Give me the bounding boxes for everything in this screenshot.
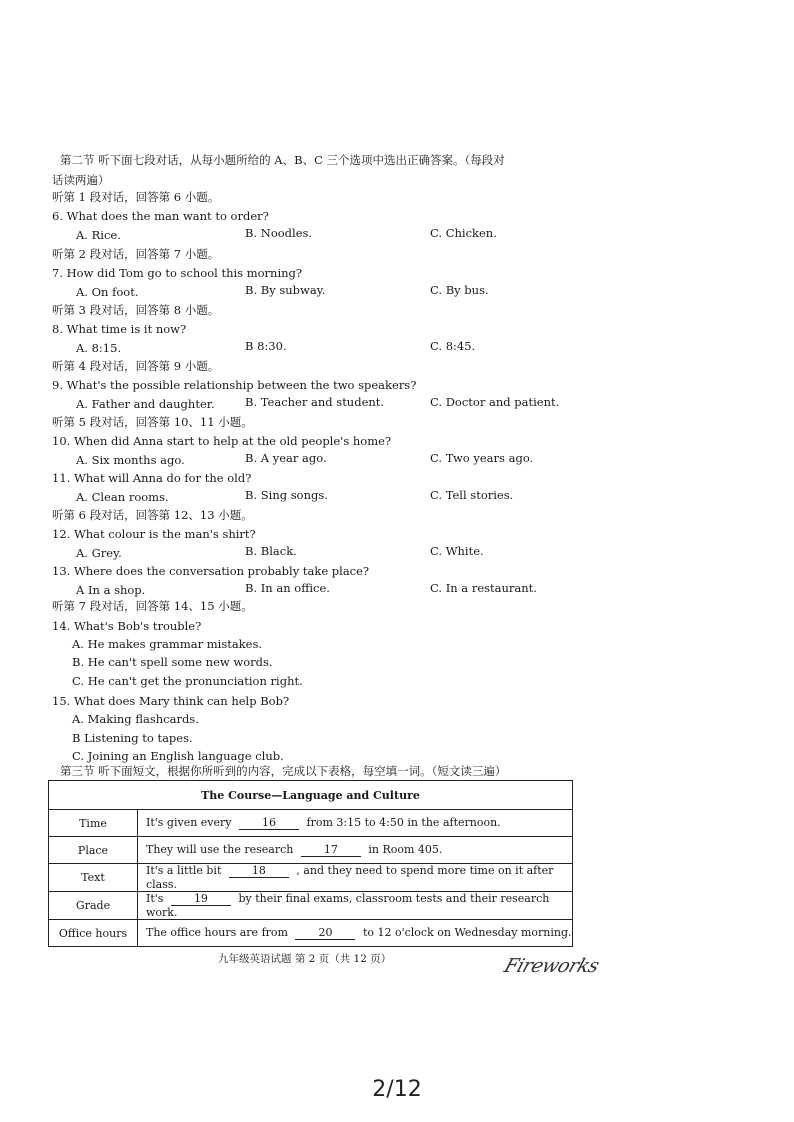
section3-instruction: 第三节 听下面短文，根据你所听到的内容，完成以下表格，每空填一词。（短文读三遍） (60, 764, 507, 778)
option-b: B. By subway. (245, 283, 326, 297)
dialogue-intro: 听第 2 段对话，回答第 7 小题。 (52, 247, 220, 261)
option-c: C. Chicken. (430, 226, 497, 240)
option-c: C. White. (430, 544, 484, 558)
row-text-post: by their final exams, classroom tests and their research work. (146, 892, 550, 919)
question-12: 12. What colour is the man's shirt? (52, 527, 256, 541)
table-row (49, 810, 573, 837)
signature-watermark: Fireworks (501, 955, 602, 977)
dialogue-intro: 听第 5 段对话，回答第 10、11 小题。 (52, 415, 253, 429)
row-text-post: from 3:15 to 4:50 in the afternoon. (306, 816, 501, 829)
option-c: C. By bus. (430, 283, 489, 297)
option-b: B 8:30. (245, 339, 287, 353)
question-6: 6. What does the man want to order? (52, 209, 269, 223)
option-a: A. Father and daughter. (76, 397, 215, 411)
row-label: Place (49, 837, 138, 864)
option-a: A In a shop. (76, 583, 146, 597)
row-label: Text (49, 864, 138, 892)
question-9: 9. What's the possible relationship between the two speakers? (52, 378, 417, 392)
dialogue-intro: 听第 3 段对话，回答第 8 小题。 (52, 303, 220, 317)
section2-instruction-cont: 话读两遍） (52, 173, 110, 187)
option-c: C. Tell stories. (430, 488, 514, 502)
question-15: 15. What does Mary think can help Bob? (52, 694, 290, 708)
option-b: B. Teacher and student. (245, 395, 385, 409)
option-b: B Listening to tapes. (72, 731, 193, 745)
page-footer: 九年级英语试题 第 2 页（共 12 页） (218, 953, 392, 965)
option-c: C. Joining an English language club. (72, 749, 284, 763)
option-a: A. Making flashcards. (72, 712, 199, 726)
option-b: B. A year ago. (245, 451, 327, 465)
blank-18[interactable]: 18 (229, 864, 289, 878)
row-text-pre: The office hours are from (146, 926, 288, 939)
option-c: C. In a restaurant. (430, 581, 537, 595)
option-b: B. Black. (245, 544, 297, 558)
option-b: B. In an office. (245, 581, 330, 595)
table-title: The Course—Language and Culture (49, 781, 573, 810)
option-a: A. Rice. (76, 228, 121, 242)
table-row (49, 864, 573, 892)
blank-20[interactable]: 20 (295, 926, 355, 940)
option-c: C. 8:45. (430, 339, 476, 353)
question-8: 8. What time is it now? (52, 322, 187, 336)
option-a: A. On foot. (76, 285, 139, 299)
row-label: Office hours (49, 920, 138, 947)
dialogue-intro: 听第 1 段对话，回答第 6 小题。 (52, 190, 220, 204)
option-a: A. 8:15. (76, 341, 122, 355)
blank-19[interactable]: 19 (171, 892, 231, 906)
blank-17[interactable]: 17 (301, 843, 361, 857)
option-b: B. He can't spell some new words. (72, 655, 273, 669)
course-table (48, 780, 573, 947)
question-10: 10. When did Anna start to help at the old people's home? (52, 434, 392, 448)
option-b: B. Sing songs. (245, 488, 328, 502)
dialogue-intro: 听第 7 段对话，回答第 14、15 小题。 (52, 599, 253, 613)
section2-instruction: 第二节 听下面七段对话，从每小题所给的 A、B、C 三个选项中选出正确答案。（每段对 (60, 153, 505, 167)
table-row (49, 920, 573, 947)
option-c: C. Two years ago. (430, 451, 534, 465)
option-a: A. Clean rooms. (76, 490, 169, 504)
question-14: 14. What's Bob's trouble? (52, 619, 202, 633)
option-b: B. Noodles. (245, 226, 313, 240)
dialogue-intro: 听第 6 段对话，回答第 12、13 小题。 (52, 508, 253, 522)
dialogue-intro: 听第 4 段对话，回答第 9 小题。 (52, 359, 220, 373)
option-a: A. Grey. (76, 546, 122, 560)
option-a: A. He makes grammar mistakes. (72, 637, 263, 651)
option-a: A. Six months ago. (76, 453, 185, 467)
row-text-post: to 12 o'clock on Wednesday morning. (362, 926, 572, 939)
row-label: Grade (49, 892, 138, 920)
row-text-post: , and they need to spend more time on it after class. (146, 864, 554, 891)
row-text-post: in Room 405. (368, 843, 443, 856)
option-c: C. He can't get the pronunciation right. (72, 674, 303, 688)
row-label: Time (49, 810, 138, 837)
page-indicator: 2/12 (372, 1077, 422, 1102)
row-text-pre: It's given every (146, 816, 232, 829)
question-7: 7. How did Tom go to school this morning? (52, 266, 303, 280)
table-row (49, 892, 573, 920)
row-text-pre: It's (146, 892, 164, 905)
row-text-pre: It's a little bit (146, 864, 222, 877)
blank-16[interactable]: 16 (239, 816, 299, 830)
question-13: 13. Where does the conversation probably take place? (52, 564, 370, 578)
table-row (49, 837, 573, 864)
row-text-pre: They will use the research (146, 843, 294, 856)
option-c: C. Doctor and patient. (430, 395, 560, 409)
question-11: 11. What will Anna do for the old? (52, 471, 252, 485)
